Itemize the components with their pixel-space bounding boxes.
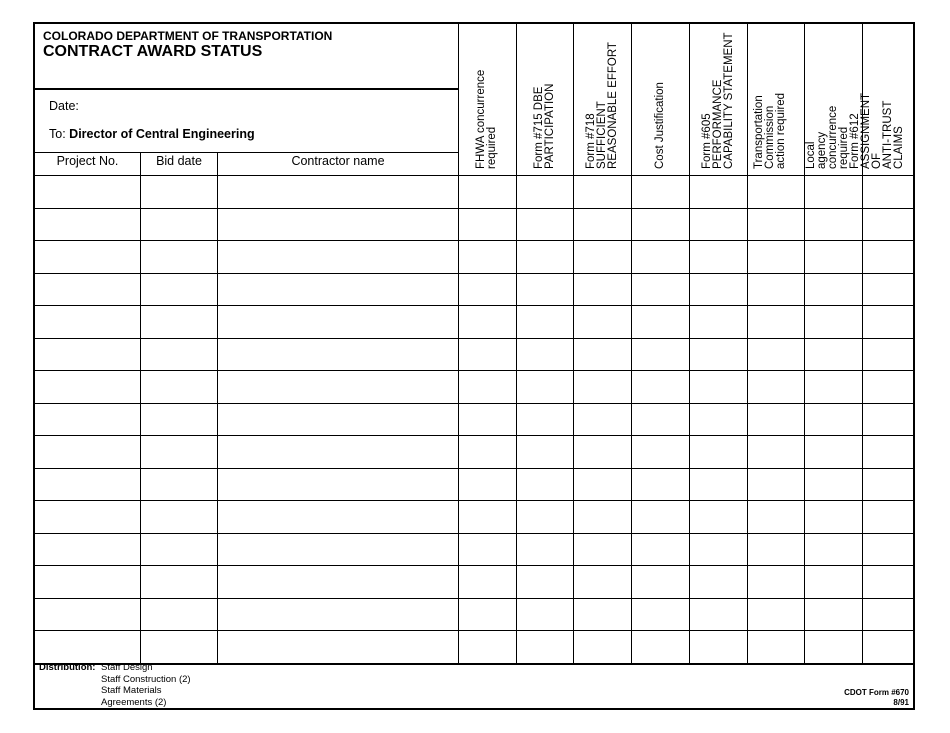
- table-cell[interactable]: [141, 371, 217, 403]
- table-cell[interactable]: [36, 371, 140, 403]
- table-cell[interactable]: [218, 436, 458, 468]
- table-cell[interactable]: [218, 566, 458, 598]
- table-cell[interactable]: [141, 241, 217, 273]
- table-cell[interactable]: [690, 404, 747, 436]
- form-number: [844, 688, 909, 708]
- distribution-item: Agreements (2): [101, 696, 167, 708]
- table-cell[interactable]: [459, 631, 516, 663]
- table-cell[interactable]: [218, 469, 458, 501]
- table-cell[interactable]: [459, 306, 516, 338]
- table-cell[interactable]: [632, 534, 689, 566]
- table-cell[interactable]: [218, 404, 458, 436]
- date-label: Date:: [49, 99, 79, 113]
- table-cell[interactable]: [690, 371, 747, 403]
- table-cell[interactable]: [36, 404, 140, 436]
- form-revision-date: 8/91: [893, 698, 909, 707]
- table-cell[interactable]: [218, 176, 458, 208]
- table-cell[interactable]: [574, 469, 631, 501]
- column-header-contractor-name: Contractor name: [291, 154, 385, 168]
- table-cell[interactable]: [517, 306, 573, 338]
- table-cell[interactable]: [517, 371, 573, 403]
- table-cell[interactable]: [36, 534, 140, 566]
- table-cell[interactable]: [574, 436, 631, 468]
- table-cell[interactable]: [459, 274, 516, 306]
- table-cell[interactable]: [690, 436, 747, 468]
- table-cell[interactable]: [218, 339, 458, 371]
- table-cell[interactable]: [690, 274, 747, 306]
- table-cell[interactable]: [863, 339, 915, 371]
- table-cell[interactable]: [459, 371, 516, 403]
- table-cell[interactable]: [459, 176, 516, 208]
- table-cell[interactable]: [218, 241, 458, 273]
- table-cell[interactable]: [517, 599, 573, 631]
- table-cell[interactable]: [863, 176, 915, 208]
- table-cell[interactable]: [690, 501, 747, 533]
- table-cell[interactable]: [690, 209, 747, 241]
- table-cell[interactable]: [574, 306, 631, 338]
- table-cell[interactable]: [748, 404, 804, 436]
- table-cell[interactable]: [805, 241, 862, 273]
- table-cell[interactable]: [748, 306, 804, 338]
- table-cell[interactable]: [690, 339, 747, 371]
- table-cell[interactable]: [459, 469, 516, 501]
- table-cell[interactable]: [218, 501, 458, 533]
- column-header-check-2: Form #715 DBE PARTICIPATION: [532, 83, 556, 169]
- table-cell[interactable]: [574, 176, 631, 208]
- table-cell[interactable]: [805, 599, 862, 631]
- table-cell[interactable]: [459, 404, 516, 436]
- table-cell[interactable]: [748, 534, 804, 566]
- table-cell[interactable]: [632, 404, 689, 436]
- table-cell[interactable]: [863, 371, 915, 403]
- column-header-bid-date: Bid date: [156, 154, 202, 168]
- table-cell[interactable]: [218, 209, 458, 241]
- table-cell[interactable]: [141, 176, 217, 208]
- table-cell[interactable]: [690, 534, 747, 566]
- distribution-label: Distribution:: [39, 662, 96, 673]
- table-cell[interactable]: [805, 404, 862, 436]
- table-cell[interactable]: [141, 534, 217, 566]
- table-cell[interactable]: [218, 534, 458, 566]
- contract-award-status-form: [33, 22, 915, 710]
- date-field[interactable]: [49, 99, 79, 113]
- table-cell[interactable]: [36, 176, 140, 208]
- header-divider: [35, 88, 458, 90]
- table-bottom-line: [35, 663, 915, 665]
- table-cell[interactable]: [863, 241, 915, 273]
- table-cell[interactable]: [141, 274, 217, 306]
- table-cell[interactable]: [690, 599, 747, 631]
- table-cell[interactable]: [574, 241, 631, 273]
- column-header-check-5: Form #605 PERFORMANCE CAPABILITY STATEMENT: [700, 32, 735, 169]
- table-cell[interactable]: [141, 209, 217, 241]
- table-cell[interactable]: [36, 599, 140, 631]
- table-cell[interactable]: [690, 631, 747, 663]
- table-cell[interactable]: [690, 566, 747, 598]
- table-cell[interactable]: [517, 469, 573, 501]
- table-cell[interactable]: [459, 534, 516, 566]
- table-cell[interactable]: [141, 599, 217, 631]
- table-cell[interactable]: [574, 404, 631, 436]
- table-cell[interactable]: [632, 631, 689, 663]
- table-cell[interactable]: [632, 469, 689, 501]
- table-cell[interactable]: [141, 436, 217, 468]
- column-header-project-no: Project No.: [56, 154, 119, 168]
- table-cell[interactable]: [632, 209, 689, 241]
- table-cell[interactable]: [632, 599, 689, 631]
- table-cell[interactable]: [517, 566, 573, 598]
- table-cell[interactable]: [574, 566, 631, 598]
- table-cell[interactable]: [632, 176, 689, 208]
- table-cell[interactable]: [141, 306, 217, 338]
- table-cell[interactable]: [517, 176, 573, 208]
- form-number-text: CDOT Form #670: [844, 688, 909, 697]
- column-header-check-1: FHWA concurrence required: [475, 69, 498, 169]
- table-cell[interactable]: [863, 566, 915, 598]
- to-line: [49, 127, 255, 141]
- table-cell[interactable]: [574, 599, 631, 631]
- table-cell[interactable]: [863, 599, 915, 631]
- table-cell[interactable]: [517, 404, 573, 436]
- table-cell[interactable]: [459, 241, 516, 273]
- table-cell[interactable]: [517, 501, 573, 533]
- table-cell[interactable]: [141, 469, 217, 501]
- table-cell[interactable]: [863, 469, 915, 501]
- table-cell[interactable]: [748, 566, 804, 598]
- table-cell[interactable]: [805, 176, 862, 208]
- table-cell[interactable]: [36, 436, 140, 468]
- table-cell[interactable]: [748, 501, 804, 533]
- table-cell[interactable]: [218, 599, 458, 631]
- table-cell[interactable]: [805, 306, 862, 338]
- table-cell[interactable]: [805, 631, 862, 663]
- column-header-check-4: Cost Justification: [653, 82, 666, 169]
- table-cell[interactable]: [805, 501, 862, 533]
- table-cell[interactable]: [517, 209, 573, 241]
- table-cell[interactable]: [863, 306, 915, 338]
- table-cell[interactable]: [805, 209, 862, 241]
- table-cell[interactable]: [218, 274, 458, 306]
- table-cell[interactable]: [690, 241, 747, 273]
- table-cell[interactable]: [141, 339, 217, 371]
- distribution-item: Staff Design: [101, 662, 153, 673]
- table-cell[interactable]: [805, 566, 862, 598]
- table-cell[interactable]: [141, 631, 217, 663]
- table-cell[interactable]: [459, 501, 516, 533]
- table-cell[interactable]: [805, 469, 862, 501]
- table-cell[interactable]: [632, 501, 689, 533]
- table-cell[interactable]: [690, 306, 747, 338]
- table-cell[interactable]: [459, 339, 516, 371]
- table-cell[interactable]: [632, 566, 689, 598]
- table-cell[interactable]: [36, 241, 140, 273]
- table-cell[interactable]: [36, 209, 140, 241]
- to-recipient: Director of Central Engineering: [69, 127, 255, 141]
- table-cell[interactable]: [218, 371, 458, 403]
- table-cell[interactable]: [863, 404, 915, 436]
- table-cell[interactable]: [748, 631, 804, 663]
- agency-name: COLORADO DEPARTMENT OF TRANSPORTATION: [43, 29, 333, 43]
- column-header-check-8: Form #612 ASSIGNMENT OF ANTI-TRUST CLAIMS: [849, 93, 905, 169]
- table-cell[interactable]: [574, 274, 631, 306]
- table-cell[interactable]: [459, 209, 516, 241]
- column-header-top-line: [35, 152, 458, 153]
- table-cell[interactable]: [690, 176, 747, 208]
- table-cell[interactable]: [36, 566, 140, 598]
- table-cell[interactable]: [517, 241, 573, 273]
- table-cell[interactable]: [141, 404, 217, 436]
- table-cell[interactable]: [517, 436, 573, 468]
- column-header-check-6: Transportation Commission action required: [752, 92, 787, 169]
- table-cell[interactable]: [748, 176, 804, 208]
- table-cell[interactable]: [748, 241, 804, 273]
- table-cell[interactable]: [748, 339, 804, 371]
- table-cell[interactable]: [218, 306, 458, 338]
- table-cell[interactable]: [863, 274, 915, 306]
- table-cell[interactable]: [632, 241, 689, 273]
- table-cell[interactable]: [574, 209, 631, 241]
- table-cell[interactable]: [574, 371, 631, 403]
- to-label: To:: [49, 127, 66, 141]
- table-cell[interactable]: [517, 339, 573, 371]
- table-cell[interactable]: [141, 501, 217, 533]
- table-cell[interactable]: [805, 274, 862, 306]
- table-cell[interactable]: [805, 339, 862, 371]
- table-cell[interactable]: [459, 566, 516, 598]
- table-cell[interactable]: [863, 631, 915, 663]
- form-title: CONTRACT AWARD STATUS: [43, 43, 263, 60]
- table-cell[interactable]: [632, 371, 689, 403]
- table-cell[interactable]: [863, 501, 915, 533]
- table-cell[interactable]: [748, 371, 804, 403]
- table-cell[interactable]: [574, 534, 631, 566]
- table-cell[interactable]: [574, 339, 631, 371]
- table-cell[interactable]: [36, 501, 140, 533]
- table-cell[interactable]: [517, 274, 573, 306]
- table-cell[interactable]: [805, 534, 862, 566]
- distribution-item: Staff Materials: [101, 685, 162, 696]
- table-cell[interactable]: [863, 209, 915, 241]
- table-cell[interactable]: [748, 274, 804, 306]
- distribution-block: [39, 662, 191, 708]
- table-cell[interactable]: [690, 469, 747, 501]
- table-cell[interactable]: [748, 436, 804, 468]
- table-cell[interactable]: [632, 436, 689, 468]
- table-cell[interactable]: [517, 534, 573, 566]
- table-cell[interactable]: [632, 339, 689, 371]
- table-cell[interactable]: [632, 306, 689, 338]
- table-cell[interactable]: [574, 501, 631, 533]
- column-header-check-7: Local agency concurrence required: [804, 105, 850, 169]
- table-cell[interactable]: [805, 436, 862, 468]
- table-cell[interactable]: [36, 306, 140, 338]
- table-cell[interactable]: [748, 469, 804, 501]
- table-cell[interactable]: [36, 274, 140, 306]
- table-cell[interactable]: [805, 371, 862, 403]
- table-cell[interactable]: [863, 436, 915, 468]
- table-cell[interactable]: [459, 599, 516, 631]
- table-cell[interactable]: [517, 631, 573, 663]
- table-cell[interactable]: [141, 566, 217, 598]
- table-cell[interactable]: [36, 339, 140, 371]
- table-cell[interactable]: [574, 631, 631, 663]
- table-cell[interactable]: [36, 631, 140, 663]
- distribution-item: Staff Construction (2): [101, 673, 191, 685]
- table-cell[interactable]: [218, 631, 458, 663]
- table-cell[interactable]: [748, 599, 804, 631]
- column-header-check-3: Form #718 SUFFICIENT REASONABLE EFFORT: [584, 42, 619, 169]
- table-cell[interactable]: [632, 274, 689, 306]
- table-cell[interactable]: [748, 209, 804, 241]
- table-cell[interactable]: [459, 436, 516, 468]
- table-cell[interactable]: [863, 534, 915, 566]
- table-cell[interactable]: [36, 469, 140, 501]
